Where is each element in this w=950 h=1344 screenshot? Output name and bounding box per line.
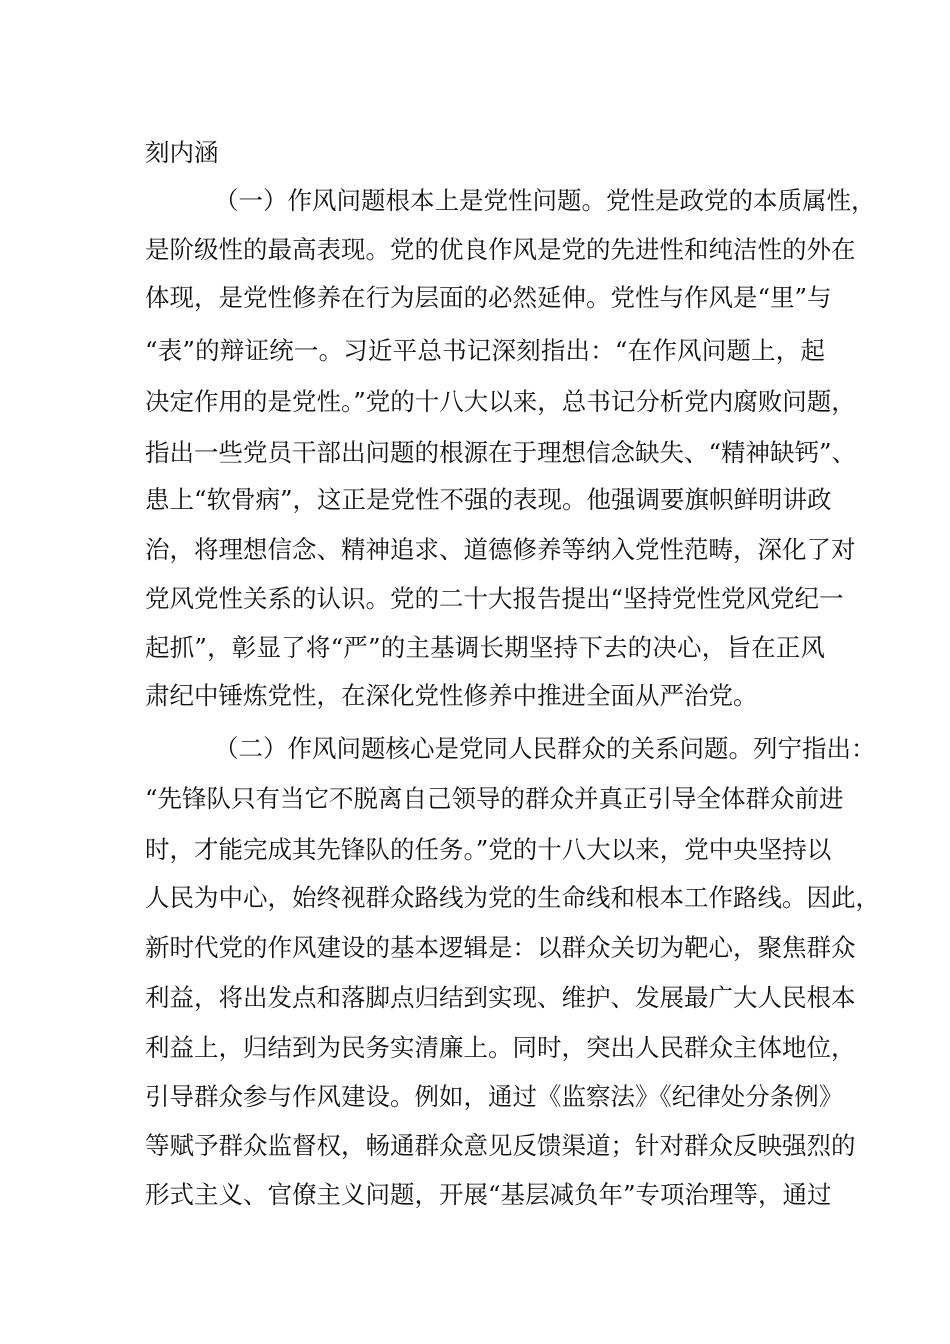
text-line: 等赋予群众监督权，畅通群众意见反馈渠道；针对群众反映强烈的 xyxy=(145,1131,856,1160)
text-line: 是阶级性的最高表现。党的优良作风是党的先进性和纯洁性的外在 xyxy=(145,235,856,264)
text-line: 治，将理想信念、精神追求、道德修养等纳入党性范畴，深化了对 xyxy=(145,535,856,564)
text-line: 指出一些党员干部出问题的根源在于理想信念缺失、“精神缺钙”、 xyxy=(145,438,857,467)
text-line: 时，才能完成其先锋队的任务。”党的十八大以来，党中央坚持以 xyxy=(145,835,832,864)
text-line: 人民为中心，始终视群众路线为党的生命线和根本工作路线。因此， xyxy=(145,883,880,912)
text-line: “先锋队只有当它不脱离自己领导的群众并真正引导全体群众前进 xyxy=(145,784,844,813)
paragraph-1-last-line: 肃纪中锤炼党性，在深化党性修养中推进全面从严治党。 xyxy=(145,681,758,710)
text-line: 引导群众参与作风建设。例如，通过《监察法》《纪律处分条例》 xyxy=(145,1082,844,1111)
text-line: 新时代党的作风建设的基本逻辑是：以群众关切为靶心，聚焦群众 xyxy=(145,933,856,962)
paragraph-2-first-line: （二）作风问题核心是党同人民群众的关系问题。列宁指出： xyxy=(214,734,876,763)
text-line: 起抓”，彰显了将“严”的主基调长期坚持下去的决心，旨在正风 xyxy=(145,633,825,662)
text-line: 形式主义、官僚主义问题，开展“基层减负年”专项治理等，通过 xyxy=(145,1180,832,1209)
text-line: 体现，是党性修养在行为层面的必然延伸。党性与作风是“里”与 xyxy=(145,283,832,312)
text-line: “表”的辩证统一。习近平总书记深刻指出：“在作风问题上，起 xyxy=(145,336,825,365)
text-line: 决定作用的是党性。”党的十八大以来，总书记分析党内腐败问题， xyxy=(145,387,856,416)
text-line: 党风党性关系的认识。党的二十大报告提出“坚持党性党风党纪一 xyxy=(145,584,844,613)
text-line: 利益，将出发点和落脚点归结到实现、维护、发展最广大人民根本 xyxy=(145,983,856,1012)
paragraph-1-first-line: （一）作风问题根本上是党性问题。党性是政党的本质属性， xyxy=(214,186,876,215)
text-line: 利益上，归结到为民务实清廉上。同时，突出人民群众主体地位， xyxy=(145,1033,856,1062)
text-line: 刻内涵 xyxy=(145,138,219,167)
text-line: 患上“软骨病”，这正是党性不强的表现。他强调要旗帜鲜明讲政 xyxy=(145,485,832,514)
